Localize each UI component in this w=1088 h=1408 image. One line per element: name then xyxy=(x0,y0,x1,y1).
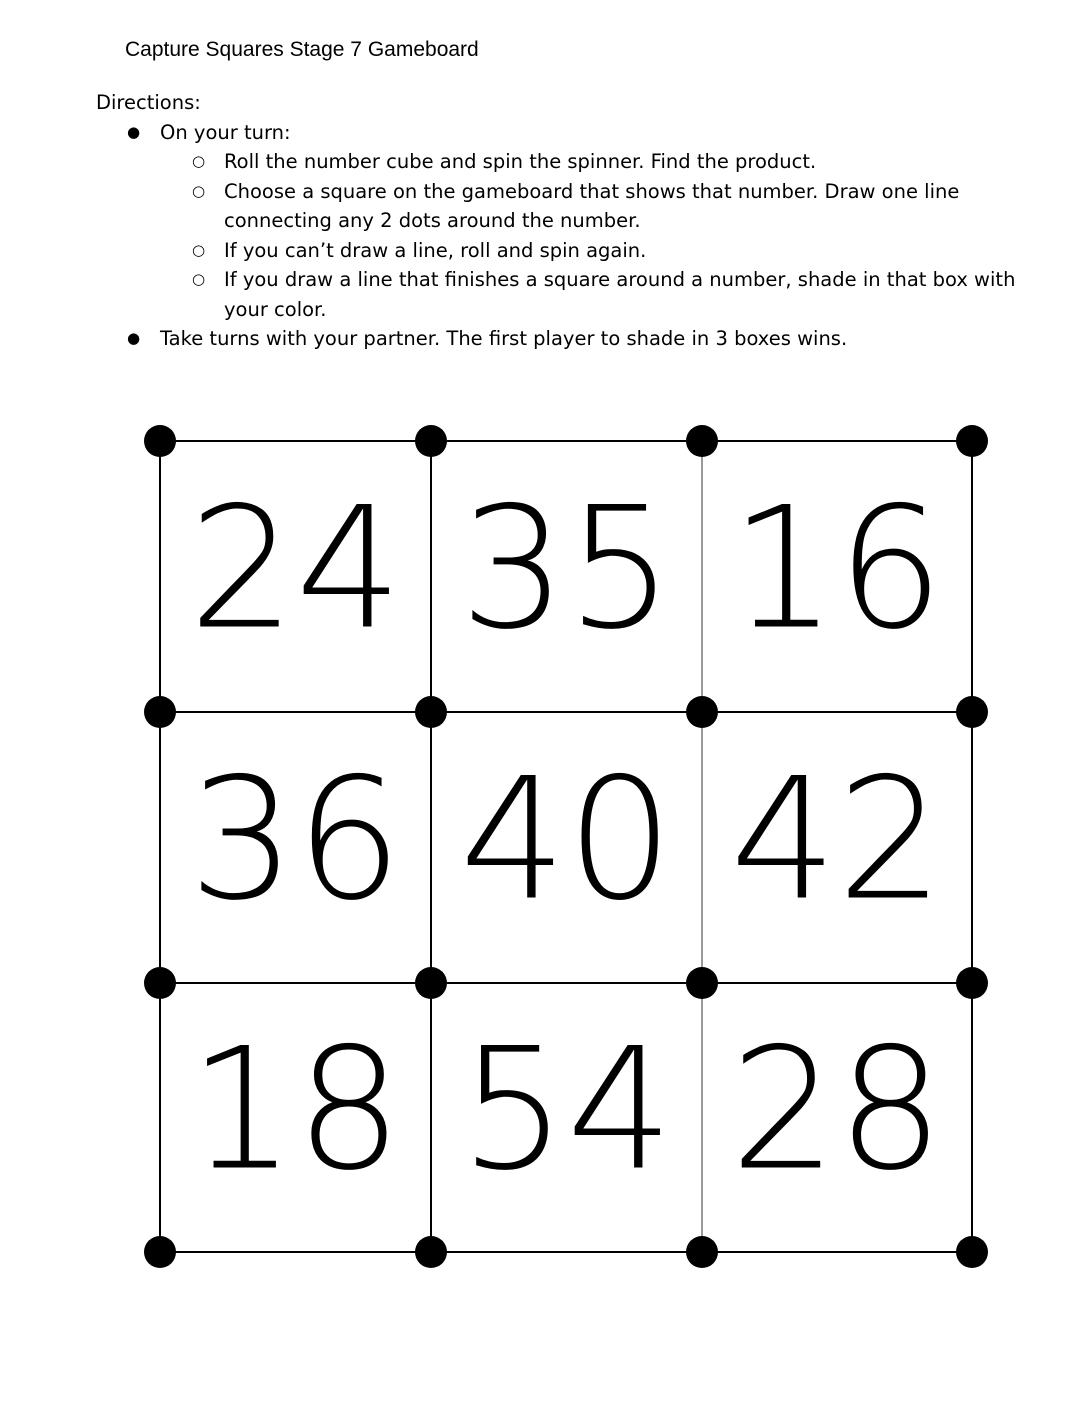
board-cell-number: 16 xyxy=(730,470,944,667)
grid-dot xyxy=(686,425,718,457)
board-cell-number: 35 xyxy=(459,470,674,667)
grid-dot xyxy=(144,1236,176,1268)
grid-dot xyxy=(956,696,988,728)
gameboard-dots xyxy=(144,425,988,1268)
board-cell-number: 54 xyxy=(459,1011,674,1208)
page-title: Capture Squares Stage 7 Gameboard xyxy=(125,38,479,61)
board-cell-number: 36 xyxy=(188,741,403,938)
grid-dot xyxy=(144,425,176,457)
board-cell-number: 18 xyxy=(188,1011,403,1208)
board-cell-number: 40 xyxy=(459,741,674,938)
step-roll-again: ○ If you can’t draw a line, roll and spin again. xyxy=(160,236,1036,266)
board-cell-number: 24 xyxy=(188,470,403,667)
grid-dot xyxy=(415,1236,447,1268)
gameboard-numbers xyxy=(189,471,944,1208)
grid-dot xyxy=(415,967,447,999)
list-item-take-turns: ● Take turns with your partner. The first player to shade in 3 boxes wins. xyxy=(96,324,1056,354)
step-roll-and-spin: ○ Roll the number cube and spin the spinner. Find the product. xyxy=(160,147,1036,177)
grid-dot xyxy=(956,1236,988,1268)
board-cell-number: 42 xyxy=(730,741,944,938)
grid-dot xyxy=(415,696,447,728)
directions-heading: Directions: xyxy=(96,91,201,114)
grid-dot xyxy=(956,425,988,457)
list-item-on-your-turn xyxy=(96,118,1056,325)
grid-dot xyxy=(144,696,176,728)
step-choose-square: ○ Choose a square on the gameboard that shows that number. Draw one line connecting any 2 dots around the number. xyxy=(160,177,1036,236)
board-cell-number: 28 xyxy=(730,1011,944,1208)
grid-dot xyxy=(956,967,988,999)
on-your-turn-label: On your turn: xyxy=(160,120,291,144)
directions xyxy=(96,88,1056,354)
grid-dot xyxy=(686,696,718,728)
grid-dot xyxy=(415,425,447,457)
turn-steps-list xyxy=(160,147,1056,324)
grid-dot xyxy=(144,967,176,999)
grid-dot xyxy=(686,967,718,999)
step-shade-box: ○ If you draw a line that finishes a square around a number, shade in that box with your color. xyxy=(160,265,1036,324)
gameboard-grid-lines xyxy=(160,441,972,1252)
directions-list xyxy=(96,118,1056,354)
grid-dot xyxy=(686,1236,718,1268)
